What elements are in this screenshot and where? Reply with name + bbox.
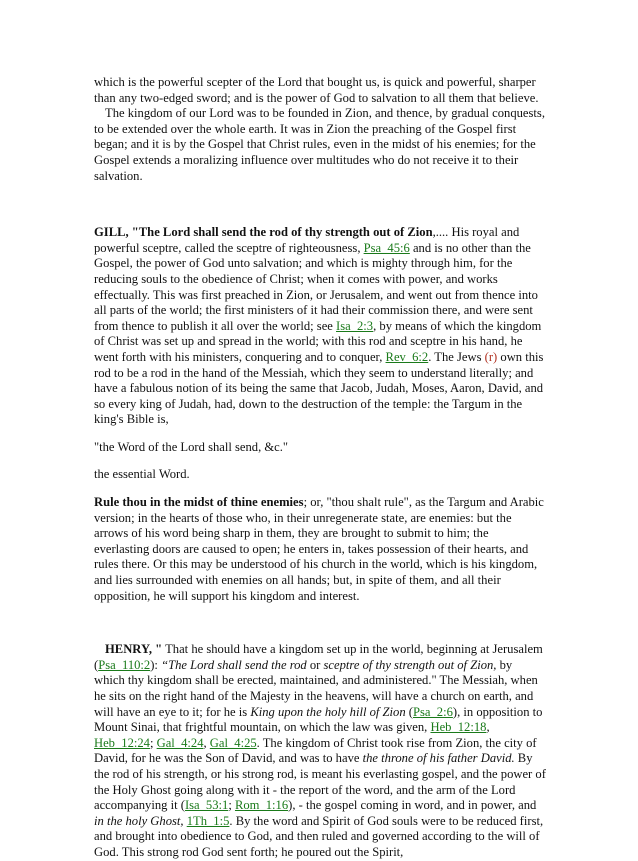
scripture-link[interactable]: Psa_45:6 (363, 240, 410, 255)
scripture-link[interactable]: Psa_110:2 (98, 657, 151, 672)
spacer (94, 428, 546, 440)
henry-italic: the throne of his father David. (362, 751, 515, 766)
gill-heading: GILL, "The Lord shall send the rod of thy strength out of Zion (94, 225, 433, 240)
rule-heading: Rule thou in the midst of thine enemies (94, 495, 304, 510)
henry-text: or (306, 657, 324, 672)
gill-text: and is no other than the Gospel, the power of God unto salvation; and which is mighty through him, for the reducing souls to the obedience of Christ; when it comes with power, and works effectually. This was first preached in Zion, or Jerusalem, and went out from thence into all parts of the world; the first ministers of it had their commission there, and were sent from thence to publish it all over the world; see (94, 240, 538, 333)
henry-text: by which thy kingdom shall be erected, maintained, and administered." The Messiah, when he sits on the right hand of the Majesty in the heavens, will have a church on earth, and will have an eye to it; for he is (94, 657, 538, 719)
spacer (94, 184, 546, 210)
paragraph-kingdom: The kingdom of our Lord was to be founded in Zion, and thence, by gradual conquests, to be extended over the whole earth. It was in Zion the preaching of the Gospel first began; and it is by the Gospel that Christ rules, even in the midst of his enemies; for the Gospel extends a moralizing influence over multitudes who do not receive it to their salvation. (94, 106, 545, 183)
henry-text: . The kingdom of Christ took rise from Zion, the city of David, for he was the Son of David, and was to have (94, 735, 537, 766)
henry-heading: HENRY, " (105, 642, 163, 657)
henry-text: ; (228, 798, 235, 813)
henry-text: ), in opposition to Mount Sinai, that frightful mountain, on which the law was given, (94, 704, 543, 735)
rule-text: ; or, "thou shalt rule", as the Targum and Arabic version; in the hearts of those who, in their unregenerate state, are enemies: but the arrows of his word being sharp in them, they are brought to submit to him; the everlasting doors are caused to open; he enters in, takes possession of their hearts, and rules there. Or this may be understood of his church in the world, which is his kingdom, and lies surrounded with enemies on all hands; but, in spite of them, and all their opposition, he will support his kingdom and interest. (94, 495, 544, 603)
scripture-link[interactable]: Gal_4:25 (209, 735, 257, 750)
henry-text: . By the word and Spirit of God souls were to be reduced first, and brought into obedience to God, and then ruled and governed according to the will of God. This strong rod God sent forth; he poured out the Spirit, (94, 813, 544, 859)
gill-text: . The Jews (428, 349, 485, 364)
gill-text: own this rod to be a rod in the hand of the Messiah, which they seem to understand literally; and have a fabulous notion of its being the same that Jacob, Judah, Moses, Aaron, David, and so every king of Judah, had, down to the destruction of the temple: the Targum in the king's Bible is, (94, 349, 544, 427)
spacer (94, 604, 546, 630)
spacer (94, 455, 546, 467)
henry-italic: in the holy Ghost, (94, 813, 184, 828)
scripture-link[interactable]: Rom_1:16 (234, 798, 289, 813)
scripture-link[interactable]: Heb_12:18 (430, 720, 487, 735)
henry-text: ; (149, 735, 157, 750)
document-page (94, 75, 546, 861)
henry-italic: King upon the holy hill of Zion (250, 704, 406, 719)
footnote-reference[interactable]: (r) (484, 349, 498, 364)
gill-text: ,.... His royal and powerful sceptre, called the sceptre of righteousness, (94, 225, 520, 255)
henry-text: ), - the gospel coming in word, and in power, and (288, 798, 537, 813)
henry-text: ): (150, 657, 162, 672)
henry-text: , (486, 720, 490, 735)
spacer (94, 483, 546, 495)
henry-commentary (94, 642, 546, 860)
rule-commentary (94, 495, 546, 604)
gill-commentary (94, 225, 546, 428)
scripture-link[interactable]: Rev_6:2 (385, 349, 429, 364)
scripture-link[interactable]: Isa_2:3 (336, 318, 374, 333)
scripture-link[interactable]: Heb_12:24 (94, 735, 150, 750)
scripture-link[interactable]: Isa_53:1 (184, 798, 229, 813)
henry-text: , (203, 735, 210, 750)
henry-text: By the rod of his strength, or his strong rod, is meant his everlasting gospel, and the power of the Holy Ghost going along with it - the report of the word, and the arm of the Lord accompanying it ( (94, 751, 546, 813)
henry-text: ( (405, 704, 413, 719)
paragraph-intro: which is the powerful scepter of the Lord that bought us, is quick and powerful, sharper than any two-edged sword; and is the power of God to salvation to all them that believe. (94, 75, 539, 105)
scripture-link[interactable]: Psa_2:6 (413, 704, 453, 719)
spacer (94, 210, 546, 225)
scripture-link[interactable]: 1Th_1:5 (186, 813, 230, 828)
henry-italic: sceptre of thy strength out of Zion, (323, 657, 497, 672)
targum-quote: "the Word of the Lord shall send, &c." (94, 439, 289, 454)
spacer (94, 630, 546, 642)
henry-italic: “The Lord shall send the rod (161, 657, 307, 672)
gill-text: , by means of which the kingdom of Christ was set up and spread in the world; with this rod and sceptre in his hand, he went forth with his ministers, conquering and to conquer, (94, 318, 542, 364)
scripture-link[interactable]: Gal_4:24 (156, 735, 204, 750)
henry-text: That he should have a kingdom set up in the world, beginning at Jerusalem ( (94, 642, 543, 672)
essential-word: the essential Word. (94, 467, 190, 482)
